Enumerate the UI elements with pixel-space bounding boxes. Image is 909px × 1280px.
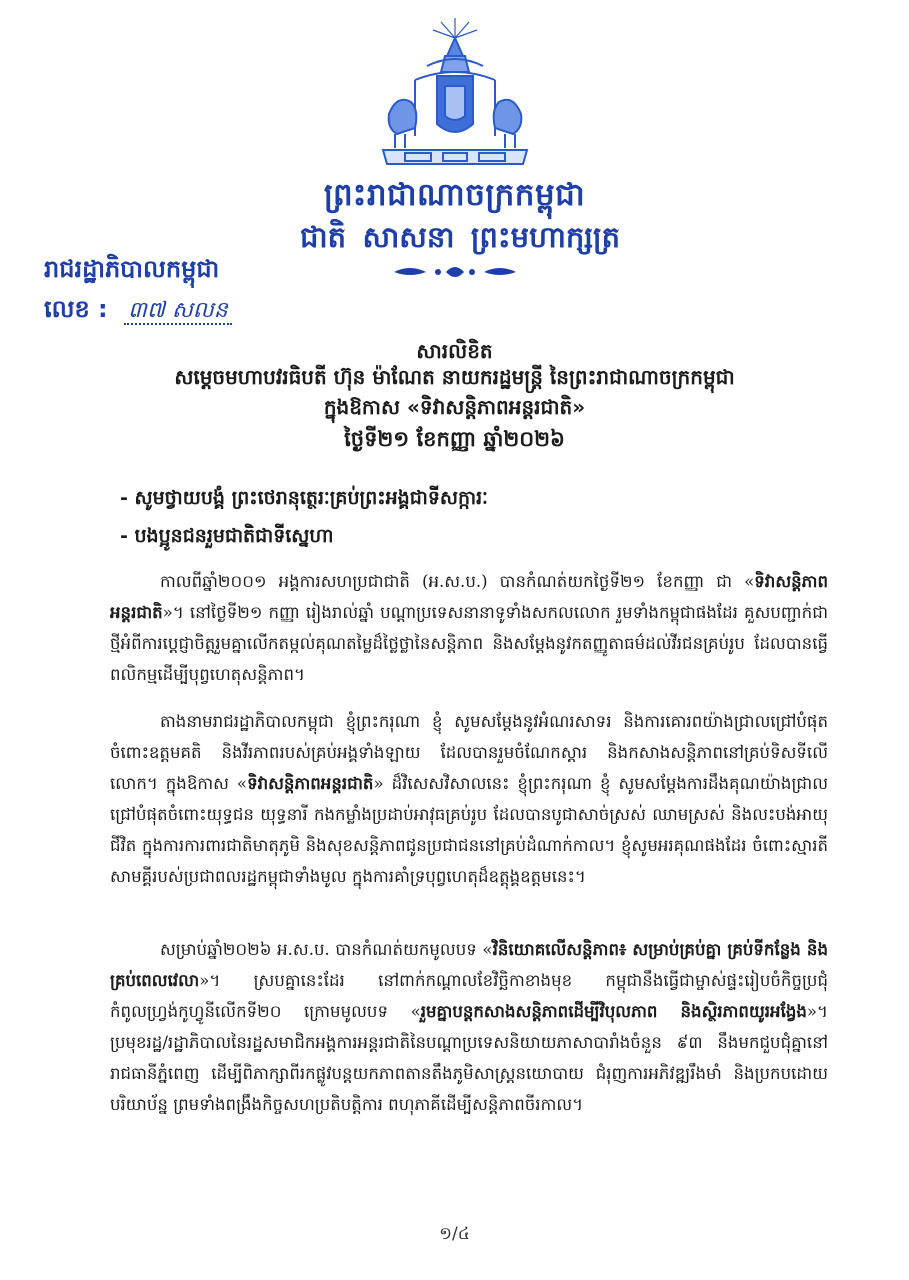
ornamental-divider-icon xyxy=(390,262,520,282)
salutation-monks: - សូមថ្វាយបង្គំ ព្រះថេរានុត្ថេរៈគ្រប់ព្រះអង្គជាទីសក្ការៈ xyxy=(120,487,488,509)
p2-text-a: តាងនាមរាជរដ្ឋាភិបាលកម្ពុជា ខ្ញុំព្រះករុណា ខ្ញុំ សូមសម្តែងនូវអំណរសាទរ និងការគោរពយ៉ាងជ្រាលជ្រៅបំផុតចំពោះឧត្តមគតិ និងវីរភាពរបស់គ្រប់អង្គទាំងឡាយ ដែលបានរួមចំណែកស្តារ និងកសាងសន្តិភាពនៅគ្រប់ទិសទីលើលោក។ ក្នុងឱកាស « xyxy=(110,712,828,793)
p3-theme-summit: រួមគ្នាបន្តកសាងសន្តិភាពដើម្បីវិបុលភាព និងស្ថិរភាពយូរអង្វែង xyxy=(420,1001,807,1021)
salutation-citizens: - បងប្អូនជនរួមជាតិជាទីស្នេហា xyxy=(120,525,334,547)
document-type: សារលិខិត xyxy=(416,339,493,363)
p1-text-a: កាលពីឆ្នាំ២០០១ អង្គការសហប្រជាជាតិ (អ.ស.ប.) បានកំណត់យកថ្ងៃទី២១ ខែកញ្ញា ជា « xyxy=(160,572,755,591)
royal-coat-of-arms-icon xyxy=(375,16,535,172)
reference-label: លេខ : xyxy=(44,295,108,323)
motto-king: ព្រះមហាក្សត្រ xyxy=(470,220,620,254)
p2-text-b: » ដ៏វិសេសវិសាលនេះ ខ្ញុំព្រះករុណា ខ្ញុំ សូមសម្តែងការដឹងគុណយ៉ាងជ្រាលជ្រៅបំផុតចំពោះយុទ្ធជន យុទ្ធនារី កងកម្លាំងប្រដាប់អាវុធគ្រប់រូប ដែលបានបូជាសាច់ស្រស់ ឈាមស្រស់ និងលះបង់អាយុជីវិត ក្នុងការការពារជាតិមាតុភូមិ និងសុខសន្តិភាពជូនប្រជាជននៅគ្រប់ដំណាក់កាល។ ខ្ញុំសូមអរគុណផងដែរ ចំពោះស្មារតីសាមគ្គីរបស់ប្រជាពលរដ្ឋកម្ពុជាទាំងមូល ក្នុងការគាំទ្របុព្វហេតុដ៏ឧត្តុង្គឧត្តមនេះ។ xyxy=(110,774,828,886)
issuing-government: រាជរដ្ឋាភិបាលកម្ពុជា xyxy=(44,255,220,283)
sender-line: សម្តេចមហាបវរធិបតី ហ៊ុន ម៉ាណែត នាយករដ្ឋមន្ត្រី នៃព្រះរាជាណាចក្រកម្ពុជា xyxy=(174,365,735,389)
reference-line xyxy=(44,294,232,329)
p3-text-a: សម្រាប់ឆ្នាំ២០២៦ អ.ស.ប. បានកំណត់យកមូលបទ « xyxy=(160,940,493,959)
p3-theme-un: វិនិយោគលើសន្តិភាព៖ សម្រាប់គ្រប់គ្នា គ្រប់ទីកន្លែង និងគ្រប់ពេលវេលា xyxy=(110,939,828,990)
p3-text-c: »។ ប្រមុខរដ្ឋ/រដ្ឋាភិបាលនៃរដ្ឋសមាជិកអង្គការអន្តរជាតិនៃបណ្តាប្រទេសនិយាយភាសាបារាំងចំនួន ៩៣ នឹងមកជួបជុំគ្នានៅរាជធានីភ្នំពេញ ដើម្បីពិភាក្សាពីរកផ្លូវបន្តយកភាពតានតឹងភូមិសាស្ត្រនយោបាយ ជំរុញការអភិវឌ្ឍរឹងមាំ និងប្រកបដោយបរិយាប័ន្ន ព្រមទាំងពង្រឹងកិច្ចសហប្រតិបត្តិការ ពហុភាគីដើម្បីសន្តិភាពចីរកាល។ xyxy=(110,1002,828,1114)
national-motto xyxy=(300,220,620,262)
p1-text-b: »។ នៅថ្ងៃទី២១ កញ្ញា រៀងរាល់ឆ្នាំ បណ្តាប្រទេសនានាទូទាំងសកលលោក រួមទាំងកម្ពុជាផងដែរ គួសបញ្ជាក់ជាថ្មីអំពីការប្តេជ្ញាចិត្តរួមគ្នាលើកតម្កល់គុណតម្លៃដ៏ថ្លៃថ្លានៃសន្តិភាព និងសម្តែងនូវកតញ្ញូតាធម៌ដល់វីរជនគ្រប់រូប ដែលបានធ្វើពលិកម្មដើម្បីបុព្វហេតុសន្តិភាព។ xyxy=(110,603,828,684)
p1-emphasis: ទិវាសន្តិភាពអន្តរជាតិ xyxy=(110,571,828,622)
document-date: ថ្ងៃទី២១ ខែកញ្ញា ឆ្នាំ២០២៦ xyxy=(344,427,565,451)
motto-religion: សាសនា xyxy=(362,220,455,254)
paragraph-1 xyxy=(110,566,828,690)
kingdom-heading: ព្រះរាជាណាចក្រកម្ពុជា xyxy=(323,177,586,213)
motto-nation: ជាតិ xyxy=(300,220,347,254)
p3-text-b: »។ ស្របគ្នានេះដែរ នៅពាក់កណ្តាលខែវិច្ឆិកាខាងមុខ កម្ពុជានឹងធ្វើជាម្ចាស់ផ្ទះរៀបចំកិច្ចប្រជុំកំពូលហ្វ្រង់កូហ្វូនីលើកទី២០ ក្រោមមូលបទ « xyxy=(110,971,828,1021)
occasion-line: ក្នុងឱកាស «ទិវាសន្តិភាពអន្តរជាតិ» xyxy=(323,395,586,419)
paragraph-2 xyxy=(110,706,828,892)
p2-emphasis: ទិវាសន្តិភាពអន្តរជាតិ xyxy=(247,773,374,793)
paragraph-3 xyxy=(110,934,828,1120)
reference-number: ៣៧ សលន xyxy=(124,298,232,325)
page-number: ១/៤ xyxy=(439,1224,470,1244)
